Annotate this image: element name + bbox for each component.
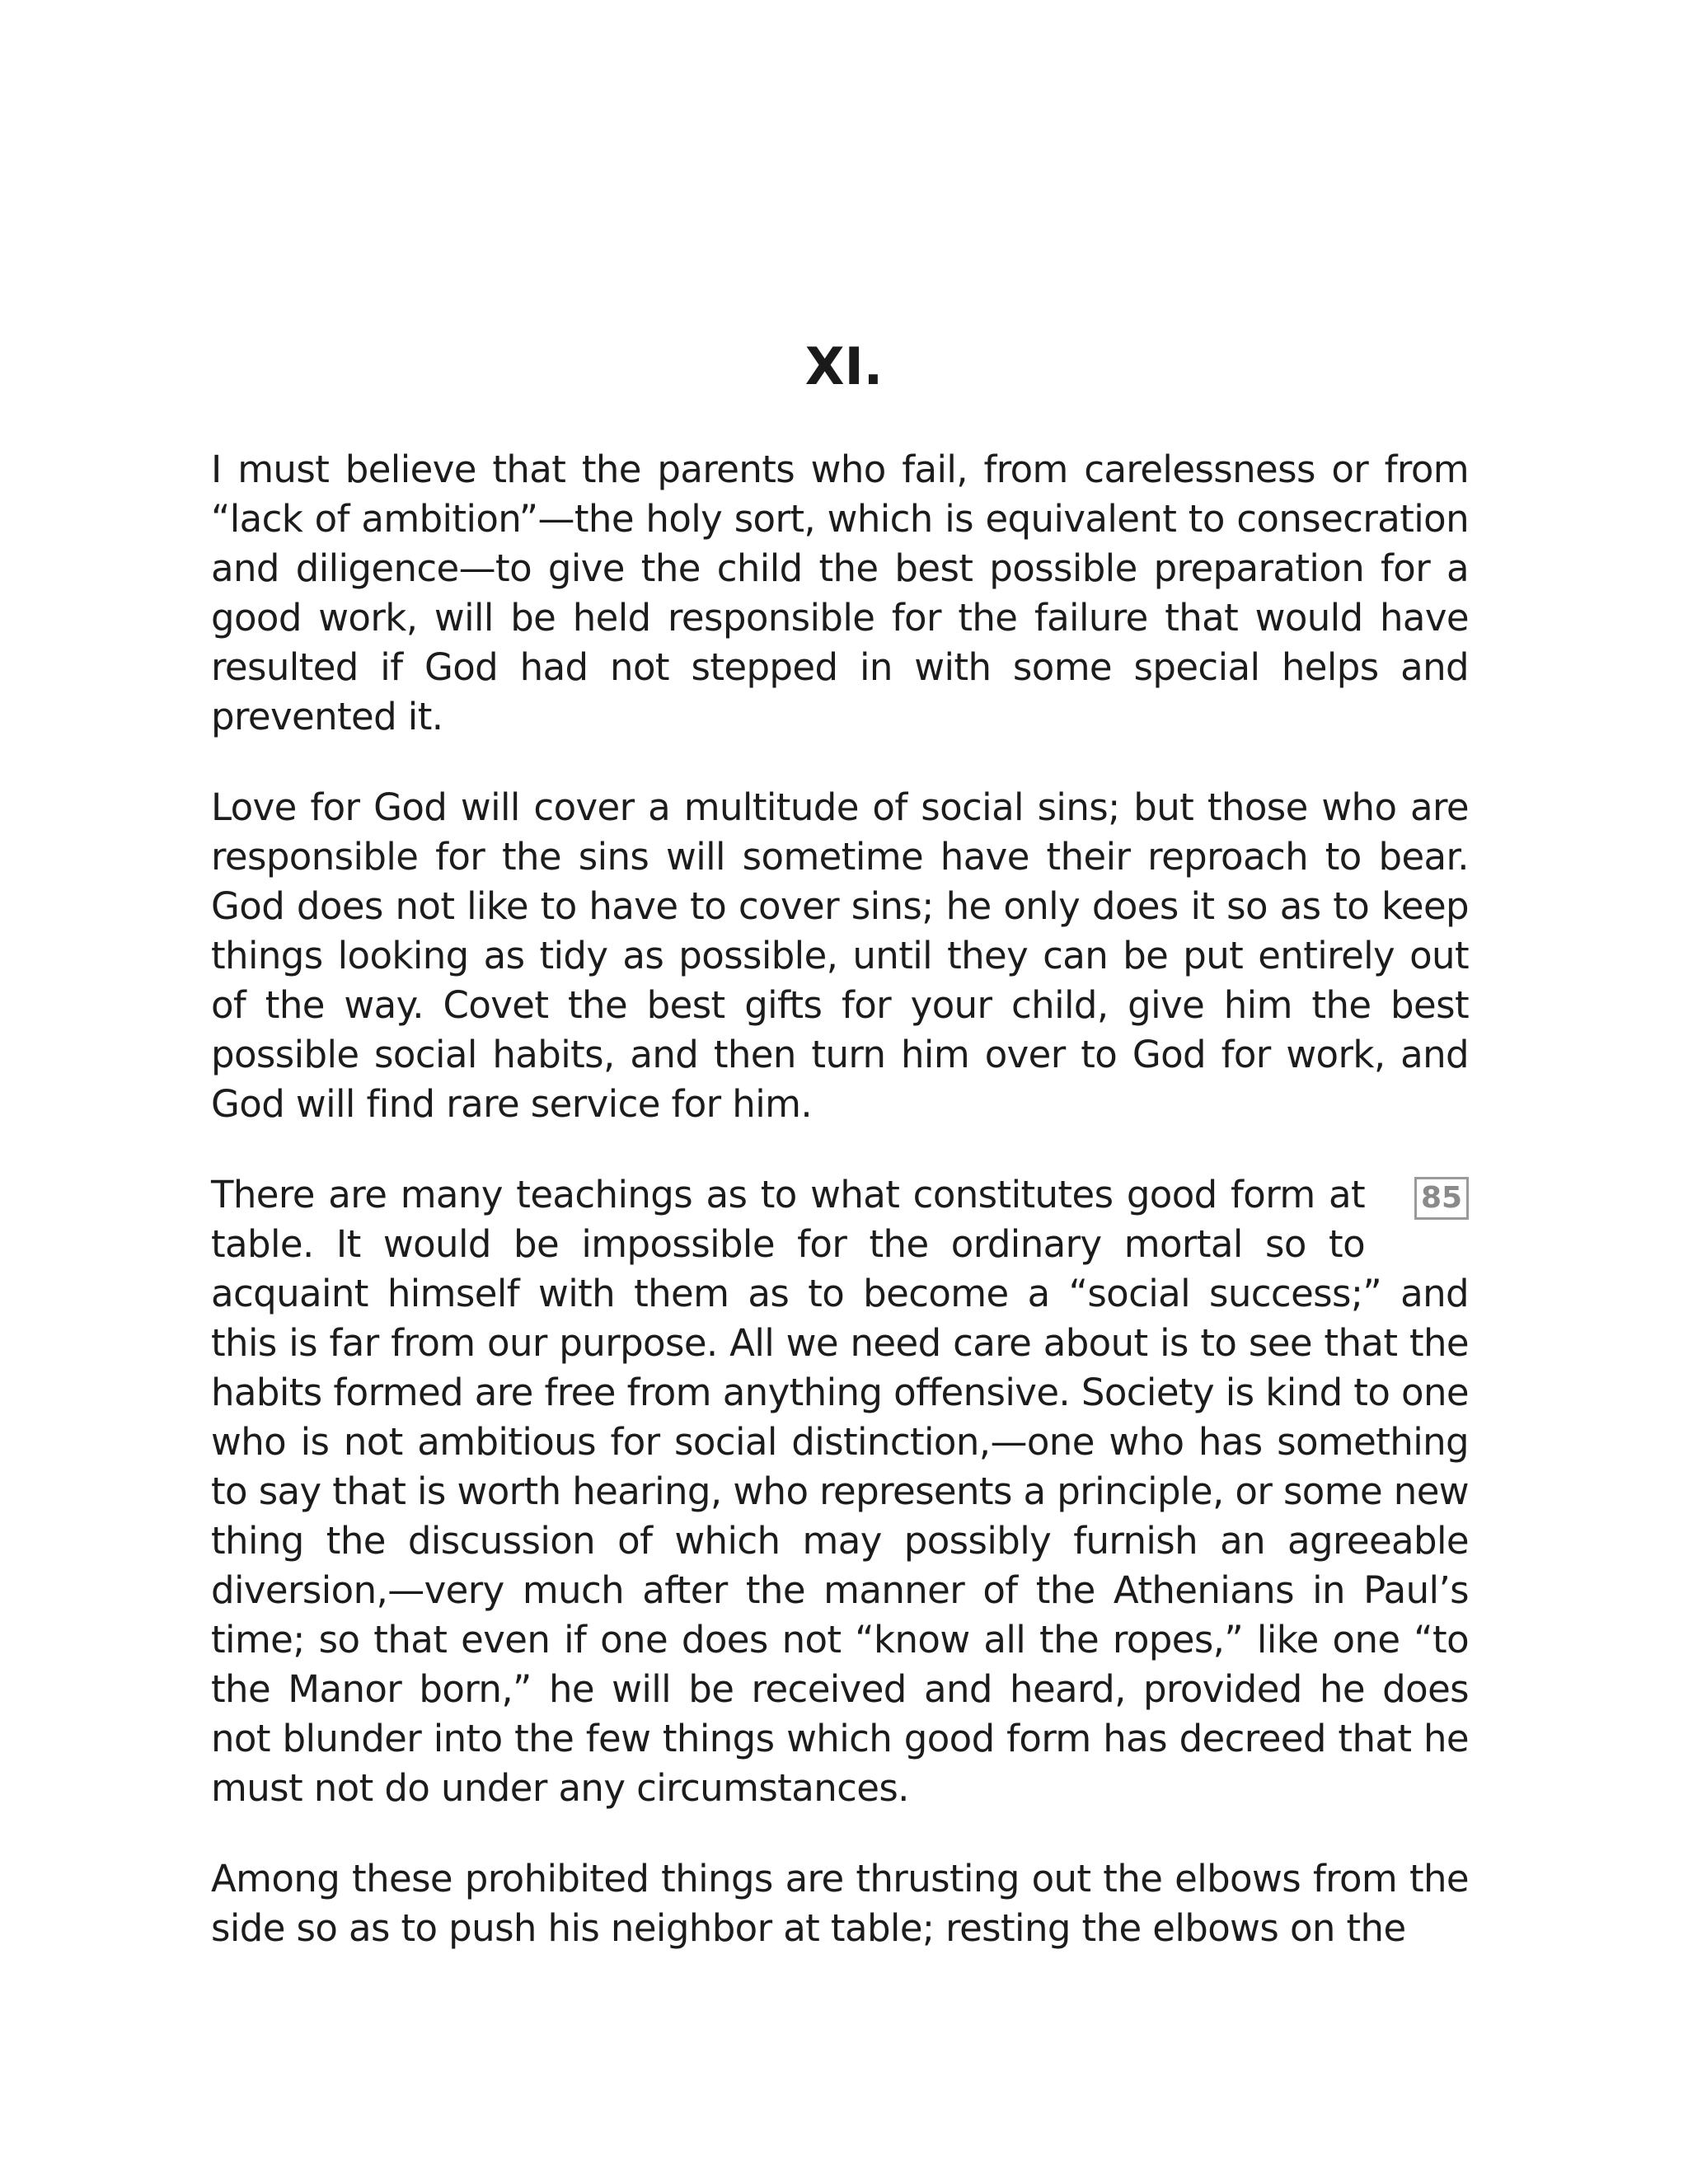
chapter-heading: XI. xyxy=(804,336,884,396)
body-text xyxy=(211,445,1469,1994)
paragraph-3: There are many teachings as to what constitutes good form at table. It would be impossible for the ordinary mortal so to acquaint himself with them as to become a “social success;” and this is far from our purpose. All we need care about is to see that the habits formed are free from anything offensive. Society is kind to one who is not ambitious for social distinction,—one who has something to say that is worth hearing, who represents a principle, or some new thing the discussion of which may possibly furnish an agreeable diversion,—very much after the manner of the Athenians in Paul’s time; so that even if one does not “know all the ropes,” like one “to the Manor born,” he will be received and heard, provided he does not blunder into the few things which good form has decreed that he must not do under any circumstances. xyxy=(211,1173,1469,1810)
page-number-badge: 85 xyxy=(1414,1177,1469,1220)
paragraph-2: Love for God will cover a multitude of social sins; but those who are responsible for the sins will sometime have their reproach to bear. God does not like to have to cover sins; he only does it so as to keep things looking as tidy as possible, until they can be put entirely out of the way. Covet the best gifts for your child, give him the best possible social habits, and then turn him over to God for work, and God will find rare service for him. xyxy=(211,785,1469,1126)
paragraph-1: I must believe that the parents who fail, from carelessness or from “lack of ambition”—the holy sort, which is equivalent to consecration and diligence—to give the child the best possible preparation for a good work, will be held responsible for the failure that would have resulted if God had not stepped in with some special helps and prevented it. xyxy=(211,448,1469,738)
paragraph-4: Among these prohibited things are thrusting out the elbows from the side so as to push his neighbor at table; resting the elbows on the xyxy=(211,1857,1469,1950)
